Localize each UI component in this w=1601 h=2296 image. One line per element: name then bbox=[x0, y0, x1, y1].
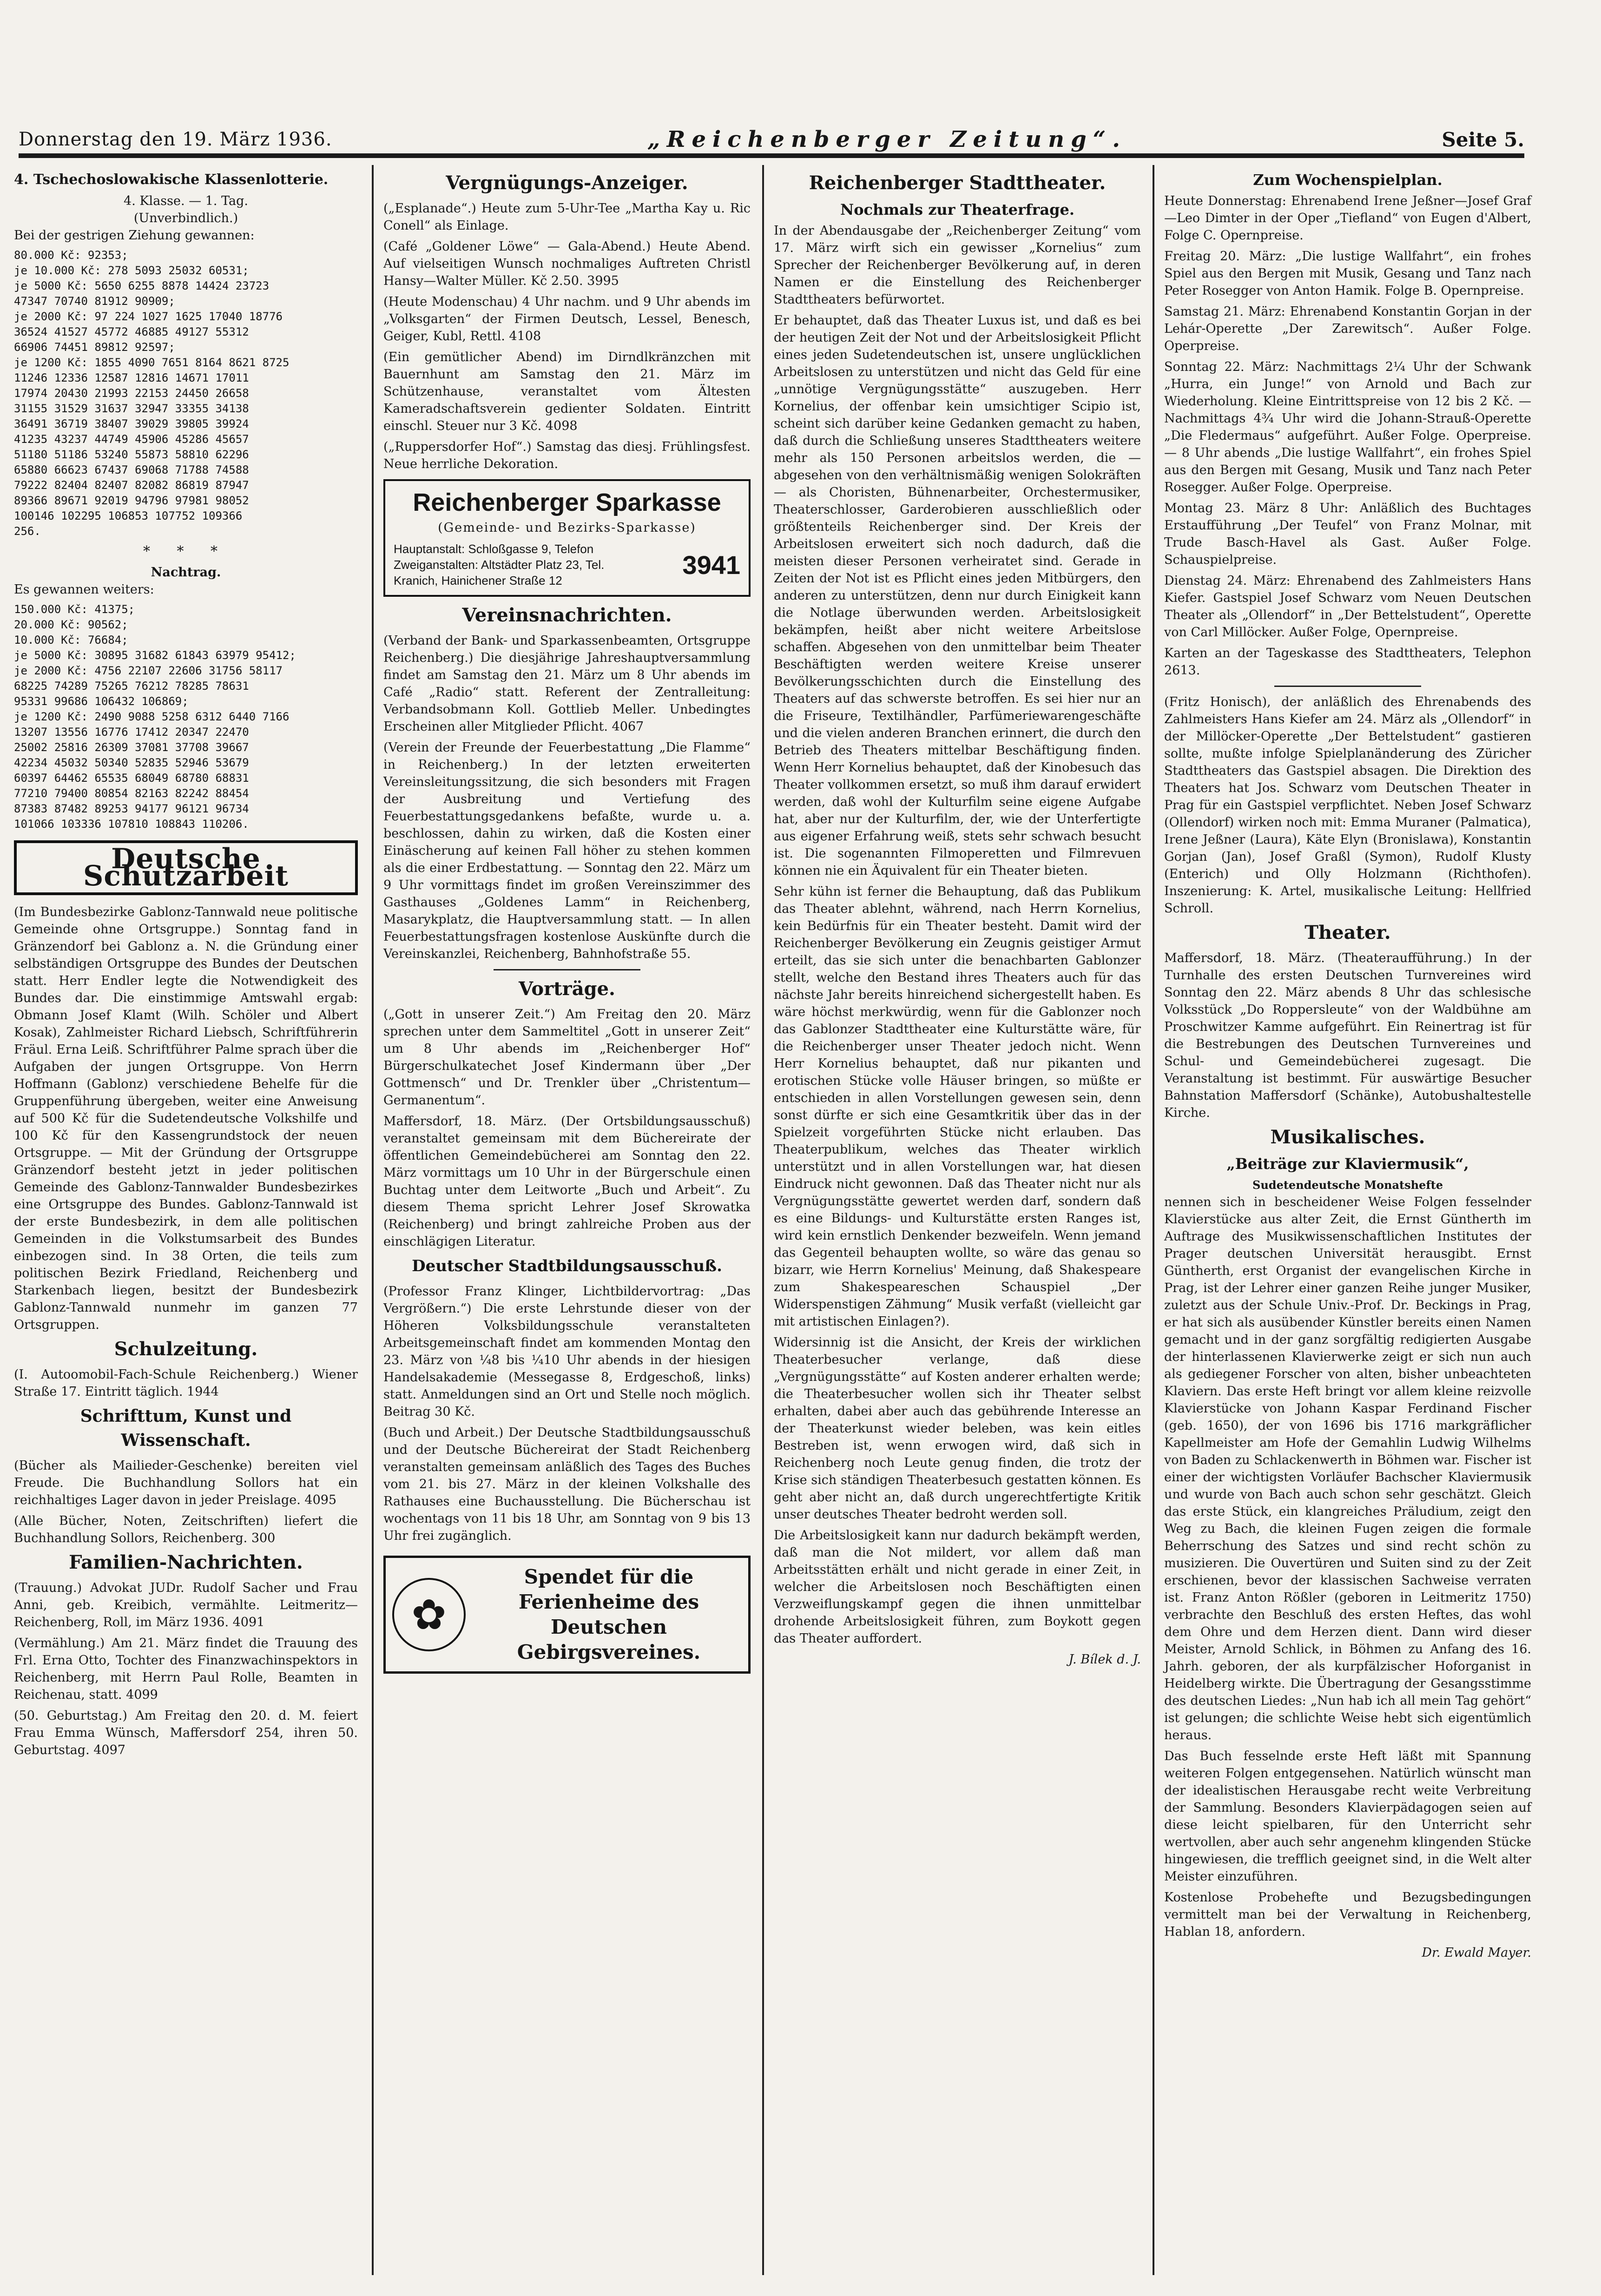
lottery-note: (Unverbindlich.) bbox=[133, 211, 238, 225]
ferienheime-ad-text: Spendet für die Ferienheime des Deutschen Gebirgsvereines. bbox=[517, 1565, 701, 1663]
section-divider bbox=[1274, 686, 1421, 687]
vergnuegung-item-1: („Esplanade“.) Heute zum 5-Uhr-Tee „Martha Kay u. Ric Conell“ als Einlage. bbox=[383, 201, 751, 233]
familien-heading: Familien-Nachrichten. bbox=[69, 1551, 303, 1573]
theater-news-item: Maffersdorf, 18. März. (Theateraufführung.) In der Turnhalle des ersten Deutschen Turnvereines wird Sonntag den 22. März abends 8 Uhr das schlesische Volksstück „Do Roppersleute“ von der Waldbühne am Proschwitzer Kamme aufgeführt. Ein Reinertrag ist für die Bestrebungen des Deutschen Turnvereines und Schul- und Gemeindebücherei zugesagt. Die Veranstaltung ist bestimmt. Für auswärtige Besucher Bahnstation Maffersdorf (Schänke), Autobushaltestelle Kirche. bbox=[1164, 951, 1531, 1120]
lottery-numbers: 80.000 Kč: 92353; je 10.000 Kč: 278 5093 25032 60531; je 5000 Kč: 5650 6255 8878 14424 23723 47347 70740 81912 90909; je 2000 Kč: 97 224 1027 1625 17040 18776 36524 41527 45772 46885 49127 55312 66906 74451 89812 92597; je 1200 Kč: 1855 4090 7651 8164 8621 8725 11246 12336 12587 12816 14671 17011 17974 20430 21993 22153 24450 26658 31155 31529 31637 32947 33355 34138 36491 36719 38407 39029 39805 39924 41235 43237 44749 45906 45286 45657 51180 51186 53240 55873 58810 62296 65880 66623 67437 69068 71788 74588 79222 82404 82407 82082 86819 87947 89366 89671 92019 94796 97981 98052 100146 102295 106853 107752 109366 256. bbox=[14, 249, 290, 538]
masthead-rule bbox=[19, 153, 1524, 158]
stadtbildung-heading: Deutscher Stadtbildungsausschuß. bbox=[412, 1257, 722, 1275]
verein-item-1: (Verband der Bank- und Sparkassenbeamten, Ortsgruppe Reichenberg.) Die diesjährige Jahreshauptversammlung findet am Samstag den 21. März um 8 Uhr abends im Café „Radio“ statt. Referent der Zentralleitung: Verbandsobmann Koll. Gottlieb Meller. Unbedingtes Erscheinen aller Mitglieder Pflicht. 4067 bbox=[383, 633, 751, 734]
familien-item-3: (50. Geburtstag.) Am Freitag den 20. d. M. feiert Frau Emma Wünsch, Maffersdorf 254, ihren 50. Geburtstag. 4097 bbox=[14, 1709, 358, 1757]
spielplan-item-7: Karten an der Tageskasse des Stadttheaters, Telephon 2613. bbox=[1164, 646, 1531, 678]
column-rule bbox=[1153, 165, 1154, 2275]
musik-subsubheading: Sudetendeutsche Monatshefte bbox=[1252, 1178, 1443, 1192]
familien-item-1: (Trauung.) Advokat JUDr. Rudolf Sacher und Frau Anni, geb. Kreibich, vermählte. Leitmeritz—Reichenberg, Roll, im März 1936. 4091 bbox=[14, 1581, 358, 1630]
sparkasse-phone: 3941 bbox=[682, 550, 740, 580]
theater-heading: Reichenberger Stadttheater. bbox=[809, 172, 1106, 194]
section-divider bbox=[494, 969, 640, 970]
familien-item-2: (Vermählung.) Am 21. März findet die Trauung des Frl. Erna Otto, Tochter des Finanzwachinspektors in Reichenberg, mit Herrn Paul Rolle, Beamten in Reichenau, statt. 4099 bbox=[14, 1636, 358, 1702]
stadtbildung-item-2: (Buch und Arbeit.) Der Deutsche Stadtbildungsausschuß und der Deutsche Büchereirat der Stadt Reichenberg veranstalten gemeinsam anläßlich des Tages des Buches vom 21. bis 27. März in der kleinen Volkshalle des Rathauses eine Buchausstellung. Die Bücherschau ist wochentags von 11 bis 18 Uhr, am Sonntag von 9 bis 13 Uhr frei zugänglich. bbox=[383, 1425, 751, 1543]
spielplan-item-5: Montag 23. März 8 Uhr: Anläßlich des Buchtages Erstaufführung „Der Teufel“ von Franz Molnar, mit Trude Basch-Havel als Gast. Außer Folge. Schauspielpreise. bbox=[1164, 501, 1531, 567]
nachtrag-intro: Es gewannen weiters: bbox=[14, 582, 154, 597]
vergnuegung-item-2: (Café „Goldener Löwe“ — Gala-Abend.) Heute Abend. Auf vielseitigen Wunsch nochmaliges Auftreten Christl Hansy—Walter Müller. Kč 2.50. 3995 bbox=[383, 239, 751, 288]
vortraege-item-1: („Gott in unserer Zeit.“) Am Freitag den 20. März sprechen unter dem Sammeltitel „Gott in unserer Zeit“ um 8 Uhr abends im „Reichenberger Hof“ Bürgerschulkatechet Josef Kindermann über „Der Gottmensch“ und Dr. Trenkler über „Christentum—Germanentum“. bbox=[383, 1007, 751, 1108]
vergnuegung-item-5: („Ruppersdorfer Hof“.) Samstag das diesj. Frühlingsfest. Neue herrliche Dekoration. bbox=[383, 440, 751, 471]
stadtbildung-item-1: (Professor Franz Klinger, Lichtbildervortrag: „Das Vergrößern.“) Die erste Lehrstunde dieser von der Höheren Volksbildungsschule veranstalteten Arbeitsgemeinschaft findet am kommenden Montag den 23. März von ¼8 bis ¼10 Uhr abends in der hiesigen Handelsakademie (Messegasse 8, Erdgeschoß, links) statt. Anmeldungen sind an Ort und Stelle noch möglich. Beitrag 30 Kč. bbox=[383, 1284, 751, 1419]
schrifttum-heading: Schrifttum, Kunst und Wissenschaft. bbox=[80, 1406, 292, 1450]
theater-paragraph-1: In der Abendausgabe der „Reichenberger Zeitung“ vom 17. März wirft sich ein gewisser „Kornelius“ zum Sprecher der Reichenberger Bevölkerung auf, in deren Namen er die Einstellung des Reichenberger Stadttheaters befürwortet. bbox=[774, 224, 1141, 307]
spielplan-item-3: Samstag 21. März: Ehrenabend Konstantin Gorjan in der Lehár-Operette „Der Zarewitsch“. Außer Folge. Operpreise. bbox=[1164, 304, 1531, 353]
schrifttum-item-1: (Bücher als Mailieder-Geschenke) bereiten viel Freude. Die Buchhandlung Sollors hat ein reichhaltiges Lager davon in jeder Preislage. 4095 bbox=[14, 1458, 358, 1507]
verein-item-2: (Verein der Freunde der Feuerbestattung „Die Flamme“ in Reichenberg.) In der letzten erweiterten Vereinsleitungssitzung, die sich besonders mit Fragen der Ausbreitung und Vertiefung des Feuerbestattungsgedankens befaßte, wurde u. a. beschlossen, dahin zu wirken, daß die Kosten einer Einäscherung auf keinen Fall höher zu stehen kommen als die einer Erdbestattung. — Sonntag den 22. März um 9 Uhr vormittags findet im großen Vereinszimmer des Gasthauses „Goldenes Lamm“ in Reichenberg, Masarykplatz, die Hauptversammlung statt. — In allen Feuerbestattungsfragen kostenlose Auskünfte durch die Vereinskanzlei, Reichenberg, Bahnhofstraße 55. bbox=[383, 740, 751, 961]
sparkasse-subtitle: (Gemeinde- und Bezirks-Sparkasse) bbox=[438, 521, 696, 535]
theater-paragraph-4: Widersinnig ist die Ansicht, der Kreis der wirklichen Theaterbesucher verlange, daß diese „Vergnügungsstätte“ auf Kosten anderer erhalten werde; die Theaterbesucher wollen sich ihr Theater selbst erhalten, dabei aber auch das gebührende Interesse an der Theaterkunst wieder beleben, was kein eitles Bestreben ist, wenn erwogen wird, daß sich in Reichenberg noch Leute genug finden, die trotz der Krise sich ständigen Theaterbesuch gestatten können. Es geht aber nicht an, daß durch ungerechtfertigte Kritik unser deutsches Theater bedroht werden soll. bbox=[774, 1335, 1141, 1522]
lottery-heading: 4. Tschechoslowakische Klassenlotterie. bbox=[14, 172, 329, 188]
sparkasse-branches-2: Kranich, Hainichener Straße 12 bbox=[394, 574, 562, 587]
theater-paragraph-5: Die Arbeitslosigkeit kann nur dadurch bekämpft werden, daß man die Not mildert, vor allem daß man Arbeitsstätten erhält und nicht gerade in einer Zeit, in welcher die Arbeitslosen noch Beschäftigten einen Verzweiflungskampf gegen die ihnen unmittelbar drohende Arbeitslosigkeit führen, zum Boykott gegen das Theater auffordert. bbox=[774, 1528, 1141, 1646]
theater-subheading: Nochmals zur Theaterfrage. bbox=[840, 201, 1075, 218]
musik-heading: Musikalisches. bbox=[1270, 1126, 1425, 1148]
vergnuegung-item-4: (Ein gemütlicher Abend) im Dirndlkränzchen mit Bauernhunt am Samstag den 21. März im Schützenhause, veranstaltet vom Ältesten Kameradschaftsverein gedienter Soldaten. Eintritt einschl. Steuer nur 3 Kč. 4098 bbox=[383, 350, 751, 433]
column-3 bbox=[774, 167, 1141, 1668]
column-1 bbox=[14, 167, 358, 1762]
schutzarbeit-banner: Deutsche Schutzarbeit bbox=[14, 840, 358, 895]
page-number: Seite 5. bbox=[1442, 128, 1524, 151]
musik-paragraph-3: Kostenlose Probehefte und Bezugsbedingungen vermittelt man bei der Verwaltung in Reichenberg, Hablan 18, anfordern. bbox=[1164, 1890, 1531, 1939]
musik-paragraph-2: Das Buch fesselnde erste Heft läßt mit Spannung weiteren Folgen entgegensehen. Natürlich wünscht man der idealistischen Herausgabe recht weite Verbreitung der Sammlung. Besonders Klavierpädagogen seien auf diese leicht spielbaren, für den Unterricht sehr wertvollen, aber auch sehr angenehm klingenden Stücke hingewiesen, die trefflich geeignet sind, in die Welt alter Meister einzuführen. bbox=[1164, 1749, 1531, 1884]
issue-date: Donnerstag den 19. März 1936. bbox=[19, 129, 332, 150]
schulzeitung-text: (I. Autoomobil-Fach-Schule Reichenberg.) Wiener Straße 17. Eintritt täglich. 1944 bbox=[14, 1367, 358, 1399]
musik-paragraph-1: nennen sich in bescheidener Weise Folgen fesselnder Klavierstücke aus alter Zeit, die Ernst Güntherth im Auftrage des Musikwissenschaftlichen Institutes der Prager deutschen Universität herausgibt. Ernst Güntherth, erst Organist der evangelischen Kirche in Prag, ist der Lehrer einer ganzen Reihe junger Musiker, zuletzt aus der Schule Univ.-Prof. Dr. Beckings in Prag, er hat sich als ausübender Künstler bereits einen Namen gemacht und in der ganz sorgfältig redigierten Ausgabe der hinterlassenen Klavierwerke zeigt er sich nun auch als gediegener Forscher von alten, bisher unbeachteten Klaviern. Das erste Heft bringt vor allem kleine reizvolle Klavierstücke von Johann Kaspar Ferdinand Fischer (geb. 1650), der von 1696 bis 1716 markgräflicher Kapellmeister am Hofe der Gemahlin Ludwig Wilhelms von Baden zu Schlackenwerth in Böhmen war. Fischer ist einer der wichtigsten Vorläufer Bachscher Klaviermusik und wurde von Bach auch schon sehr geschätzt. Gleich das erste Stück, ein klangreiches Präludium, zeigt den Weg zu Bach, die kleinen Fugen zeigen die formale Beherrschung des Satzes und sind recht schön zu musizieren. Die Ouvertüren und Suiten sind zu der Zeit erschienen, bevor der klassischen Sachweise verraten ist. Franz Anton Rößler (geboren in Leitmeritz 1750) verbrachte den Beschluß des ersten Heftes, das wohl dem Ohre und dem Herzen dient. Dann wird dieser Meister, Arnold Schlick, in Böhmen zu Anfang des 16. Jahrh. geboren, der als kurpfälzischer Hoforganist in Heidelberg wirkte. Die Übertragung der Gesangsstimme des deutschen Liedes: „Nun hab ich all mein Tag gehört“ ist gelungen; die schlichte Weise hebt sich eigentümlich heraus. bbox=[1164, 1195, 1531, 1742]
lottery-intro: Bei der gestrigen Ziehung gewannen: bbox=[14, 228, 255, 243]
sparkasse-hq: Hauptanstalt: Schloßgasse 9, Telefon bbox=[394, 542, 594, 556]
spielplan-item-2: Freitag 20. März: „Die lustige Wallfahrt“, ein frohes Spiel aus den Bergen mit Musik, Gesang und Tanz nach Peter Rosegger von Anton Hamik. Folge B. Opernpreise. bbox=[1164, 249, 1531, 298]
vergnuegung-item-3: (Heute Modenschau) 4 Uhr nachm. und 9 Uhr abends im „Volksgarten“ der Firmen Deutsch, Lessel, Benesch, Geiger, Kubl, Rettl. 4108 bbox=[383, 295, 751, 343]
musik-subheading: „Beiträge zur Klaviermusik“, bbox=[1226, 1155, 1469, 1173]
musik-signature: Dr. Ewald Mayer. bbox=[1422, 1946, 1531, 1960]
vergnuegung-heading: Vergnügungs-Anzeiger. bbox=[446, 172, 688, 194]
sparkasse-ad bbox=[383, 479, 751, 597]
schulzeitung-heading: Schulzeitung. bbox=[114, 1338, 258, 1360]
column-4 bbox=[1164, 167, 1531, 1961]
spielplan-item-8: (Fritz Honisch), der anläßlich des Ehrenabends des Zahlmeisters Hans Kiefer am 24. März als „Ollendorf“ in der Millöcker-Operette „Der Bettelstudent“ gastieren sollte, mußte infolge Spielplanänderung des Züricher Stadttheaters das Gastspiel absagen. Die Direktion des Theaters hat Jos. Schwarz vom Deutschen Theater in Prag für ein Gastspiel verpflichtet. Neben Josef Schwarz (Ollendorf) wirken noch mit: Emma Muraner (Palmatica), Irene Jeßner (Laura), Käte Elyn (Bronislawa), Konstantin Gorjan (Jan), Josef Graßl (Symon), Rudolf Klusty (Enterich) und Olly Holzmann (Richthofen). Inszenierung: K. Artel, musikalische Leitung: Hellfried Schroll. bbox=[1164, 695, 1531, 916]
nachtrag-numbers: 150.000 Kč: 41375; 20.000 Kč: 90562; 10.000 Kč: 76684; je 5000 Kč: 30895 31682 61843 63979 95412; je 2000 Kč: 4756 22107 22606 31756 58117 68225 74289 75265 76212 78285 78631 95331 99686 106432 106869; je 1200 Kč: 2490 9088 5258 6312 6440 7166 13207 13556 16776 17412 20347 22470 25002 25816 26309 37081 37708 39667 42234 45032 50340 52835 52946 53679 60397 64462 65535 68049 68780 68831 77210 79400 80854 82163 82242 88454 87383 87482 89253 94177 96121 96734 101066 103336 107810 108843 110206. bbox=[14, 603, 296, 831]
column-rule bbox=[762, 165, 764, 2275]
edelweiss-icon: ✿ bbox=[392, 1578, 466, 1651]
spielplan-item-1: Heute Donnerstag: Ehrenabend Irene Jeßner—Josef Graf—Leo Dimter in der Oper „Tiefland“ von Eugen d'Albert, Folge C. Opernpreise. bbox=[1164, 194, 1531, 243]
nachtrag-heading: Nachtrag. bbox=[151, 565, 221, 580]
vortraege-heading: Vorträge. bbox=[519, 978, 615, 1000]
spielplan-item-6: Dienstag 24. März: Ehrenabend des Zahlmeisters Hans Kiefer. Gastspiel Josef Schwarz vom Neuen Deutschen Theater als „Ollendorf“ in „Der Bettelstudent“, Operette von Carl Millöcker. Außer Folge, Opernpreise. bbox=[1164, 574, 1531, 640]
separator-stars: * * * bbox=[143, 543, 229, 560]
column-rule bbox=[372, 165, 374, 2275]
newspaper-title: „Reichenberger Zeitung“. bbox=[647, 126, 1127, 152]
ferienheime-ad bbox=[383, 1556, 751, 1674]
verein-heading: Vereinsnachrichten. bbox=[462, 604, 672, 626]
lottery-class: 4. Klasse. — 1. Tag. bbox=[124, 194, 248, 208]
spielplan-item-4: Sonntag 22. März: Nachmittags 2¼ Uhr der Schwank „Hurra, ein Junge!“ von Arnold und Bach zur Wiederholung. Kleine Eintrittspreise von 12 bis 2 Kč. — Nachmittags 4¾ Uhr wird die Johann-Strauß-Operette „Die Fledermaus“ aufgeführt. Außer Folge. Operpreise. — 8 Uhr abends „Die lustige Wallfahrt“, ein frohes Spiel aus den Bergen mit Gesang, Musik und Tanz nach Peter Rosegger. Außer Folge. Operpreise. bbox=[1164, 360, 1531, 495]
sparkasse-title: Reichenberger Sparkasse bbox=[413, 488, 721, 516]
spielplan-heading: Zum Wochenspielplan. bbox=[1253, 171, 1443, 189]
sparkasse-branches: Zweiganstalten: Altstädter Platz 23, Tel. bbox=[394, 558, 605, 572]
schrifttum-item-2: (Alle Bücher, Noten, Zeitschriften) liefert die Buchhandlung Sollors, Reichenberg. 300 bbox=[14, 1514, 358, 1545]
theater-signature: J. Bílek d. J. bbox=[1068, 1652, 1141, 1667]
theater-paragraph-3: Sehr kühn ist ferner die Behauptung, daß das Publikum das Theater ablehnt, während, nach Herrn Kornelius, kein Bedürfnis für ein Theater besteht. Damit wird der Reichenberger Bevölkerung ein Zeugnis geistiger Armut erteilt, das sie sich unter die benachbarten Gablonzer stellt, welche den Bestand ihres Theaters auch für das nächste Jahr bereits hinreichend sichergestellt haben. Es wäre höchst merkwürdig, wenn für die Gablonzer noch das Gablonzer Stadttheater eine Kulturstätte wäre, für die Reichenberger unser Theater jedoch nicht. Wenn Herr Kornelius behauptet, daß nur pikanten und erotischen Stücke volle Häuser bringen, so müßte er entschieden in allen Vorstellungen gewesen sein, denn sonst dürfte er sich eine Gesamtkritik über das in der Spielzeit vorgeführten Stücke nicht erlauben. Das Theaterpublikum, welches das Theater wirklich unterstützt und in allen Vorstellungen war, hat diesen Eindruck nicht gewonnen. Daß das Theater nicht nur als Vergnügungsstätte gewertet werden darf, sondern daß es eine Bildungs- und Kulturstätte ersten Ranges ist, wird kein ernstlich Denkender bezweifeln. Wenn jemand das Gegenteil behaupten wollte, so wäre das genau so bizarr, wie Herrn Kornelius' Meinung, daß Shakespeare zum Shakespeareschen Schauspiel „Der Widerspenstigen Zähmung“ Musik verfaßt (vielleicht gar mit artistischen Einlagen?). bbox=[774, 884, 1141, 1329]
vortraege-item-2: Maffersdorf, 18. März. (Der Ortsbildungsausschuß) veranstaltet gemeinsam mit dem Büchereirate der öffentlichen Gemeindebücherei am Sonntag den 22. März vormittags um 10 Uhr in der Bürgerschule einen Buchtag unter dem Leitworte „Buch und Arbeit“. Zu diesem Thema spricht Lehrer Josef Skrowatka (Reichenberg) und bringt zahlreiche Proben aus der einschlägigen Literatur. bbox=[383, 1114, 751, 1249]
schutzarbeit-text: (Im Bundesbezirke Gablonz-Tannwald neue politische Gemeinde ohne Ortsgruppe.) Sonntag fand in Gränzendorf bei Gablonz a. N. die Gründung einer selbständigen Ortsgruppe des Bundes der Deutschen statt. Herr Endler legte die Notwendigkeit des Bundes dar. Die einstimmige Amtswahl ergab: Obmann Josef Klamt (Wilh. Schöler und Albert Kosak), Zahlmeister Richard Liebsch, Schriftführerin Fräul. Erna Leiß. Schriftführer Palme sprach über die Aufgaben der jungen Ortsgruppe. Von Herrn Hoffmann (Gablonz) verschiedene Behelfe für die Gruppenführung übergeben, weiter eine Anweisung auf 500 Kč für die Sudetendeutsche Volkshilfe und 100 Kč für den Kassengrundstock der neuen Ortsgruppe. — Mit der Gründung der Ortsgruppe Gränzendorf besteht jetzt in jeder politischen Gemeinde des Gablonz-Tannwalder Bundesbezirkes eine Ortsgruppe des Bundes. Gablonz-Tannwald ist der erste Bundesbezirk, in dem alle politischen Gemeinden in die Volkstumsarbeit des Bundes einbezogen sind. In 38 Orten, die teils zum politischen Bezirk Friedland, Reichenberg und Starkenbach liegen, besitzt der Bundesbezirk Gablonz-Tannwald nunmehr im ganzen 77 Ortsgruppen. bbox=[14, 905, 358, 1332]
column-2 bbox=[383, 167, 751, 1674]
theater-news-heading: Theater. bbox=[1305, 922, 1391, 943]
theater-paragraph-2: Er behauptet, daß das Theater Luxus ist, und daß es bei der heutigen Zeit der Not und der Arbeitslosigkeit Pflicht eines jeden Sudetendeutschen ist, unsere unglücklichen Arbeitslosen zu unterstützen und nicht das Geld für eine „unnötige Vergnügungsstätte“ auszugeben. Herr Kornelius, der offenbar kein umsichtiger Scipio ist, scheint sich darüber keine Gedanken gemacht zu haben, daß durch die Schließung unseres Stadttheaters weitere mehr als 150 Personen arbeitslos werden, die — abgesehen von den verhältnismäßig wenigen Solokräften — als Choristen, Bühnenarbeiter, Orchestermusiker, Theaterschlosser, Garderobieren ausschließlich oder größtenteils Reichenberger sind. Der Kreis der Arbeitslosen erweitert sich noch dadurch, daß die meisten dieser Personen verheiratet sind. Gerade in Zeiten der Not ist es Pflicht eines jeden Mitbürgers, den anderen zu unterstützen, denn nur durch Einigkeit kann die Notlage überwunden werden. Arbeitslosigkeit bekämpfen, heißt aber nicht weitere Arbeitslose schaffen. Abgesehen von den unmittelbar beim Theater Beschäftigten werden weitere Kreise unserer Bevölkerungsschichten durch die Einstellung des Theaters auf das schwerste betroffen. Es sei hier nur an die Friseure, Textilhändler, Parfümeriewarengeschäfte und die vielen anderen Branchen erinnert, die durch den Betrieb des Theaters mittelbar Beschäftigung finden. Wenn Herr Kornelius behauptet, daß der Kinobesuch das Theater vollkommen ersetzt, so muß ihm darauf erwidert werden, daß wohl der Kulturfilm seine eigene Aufgabe hat, aber nur der Kulturfilm, der, wie der Unterfertigte aus eigener Erfahrung weiß, stets sehr schwach besucht ist. Die sogenannten Filmoperetten und Filmrevuen können nie ein Äquivalent für ein Theater bieten. bbox=[774, 313, 1141, 878]
